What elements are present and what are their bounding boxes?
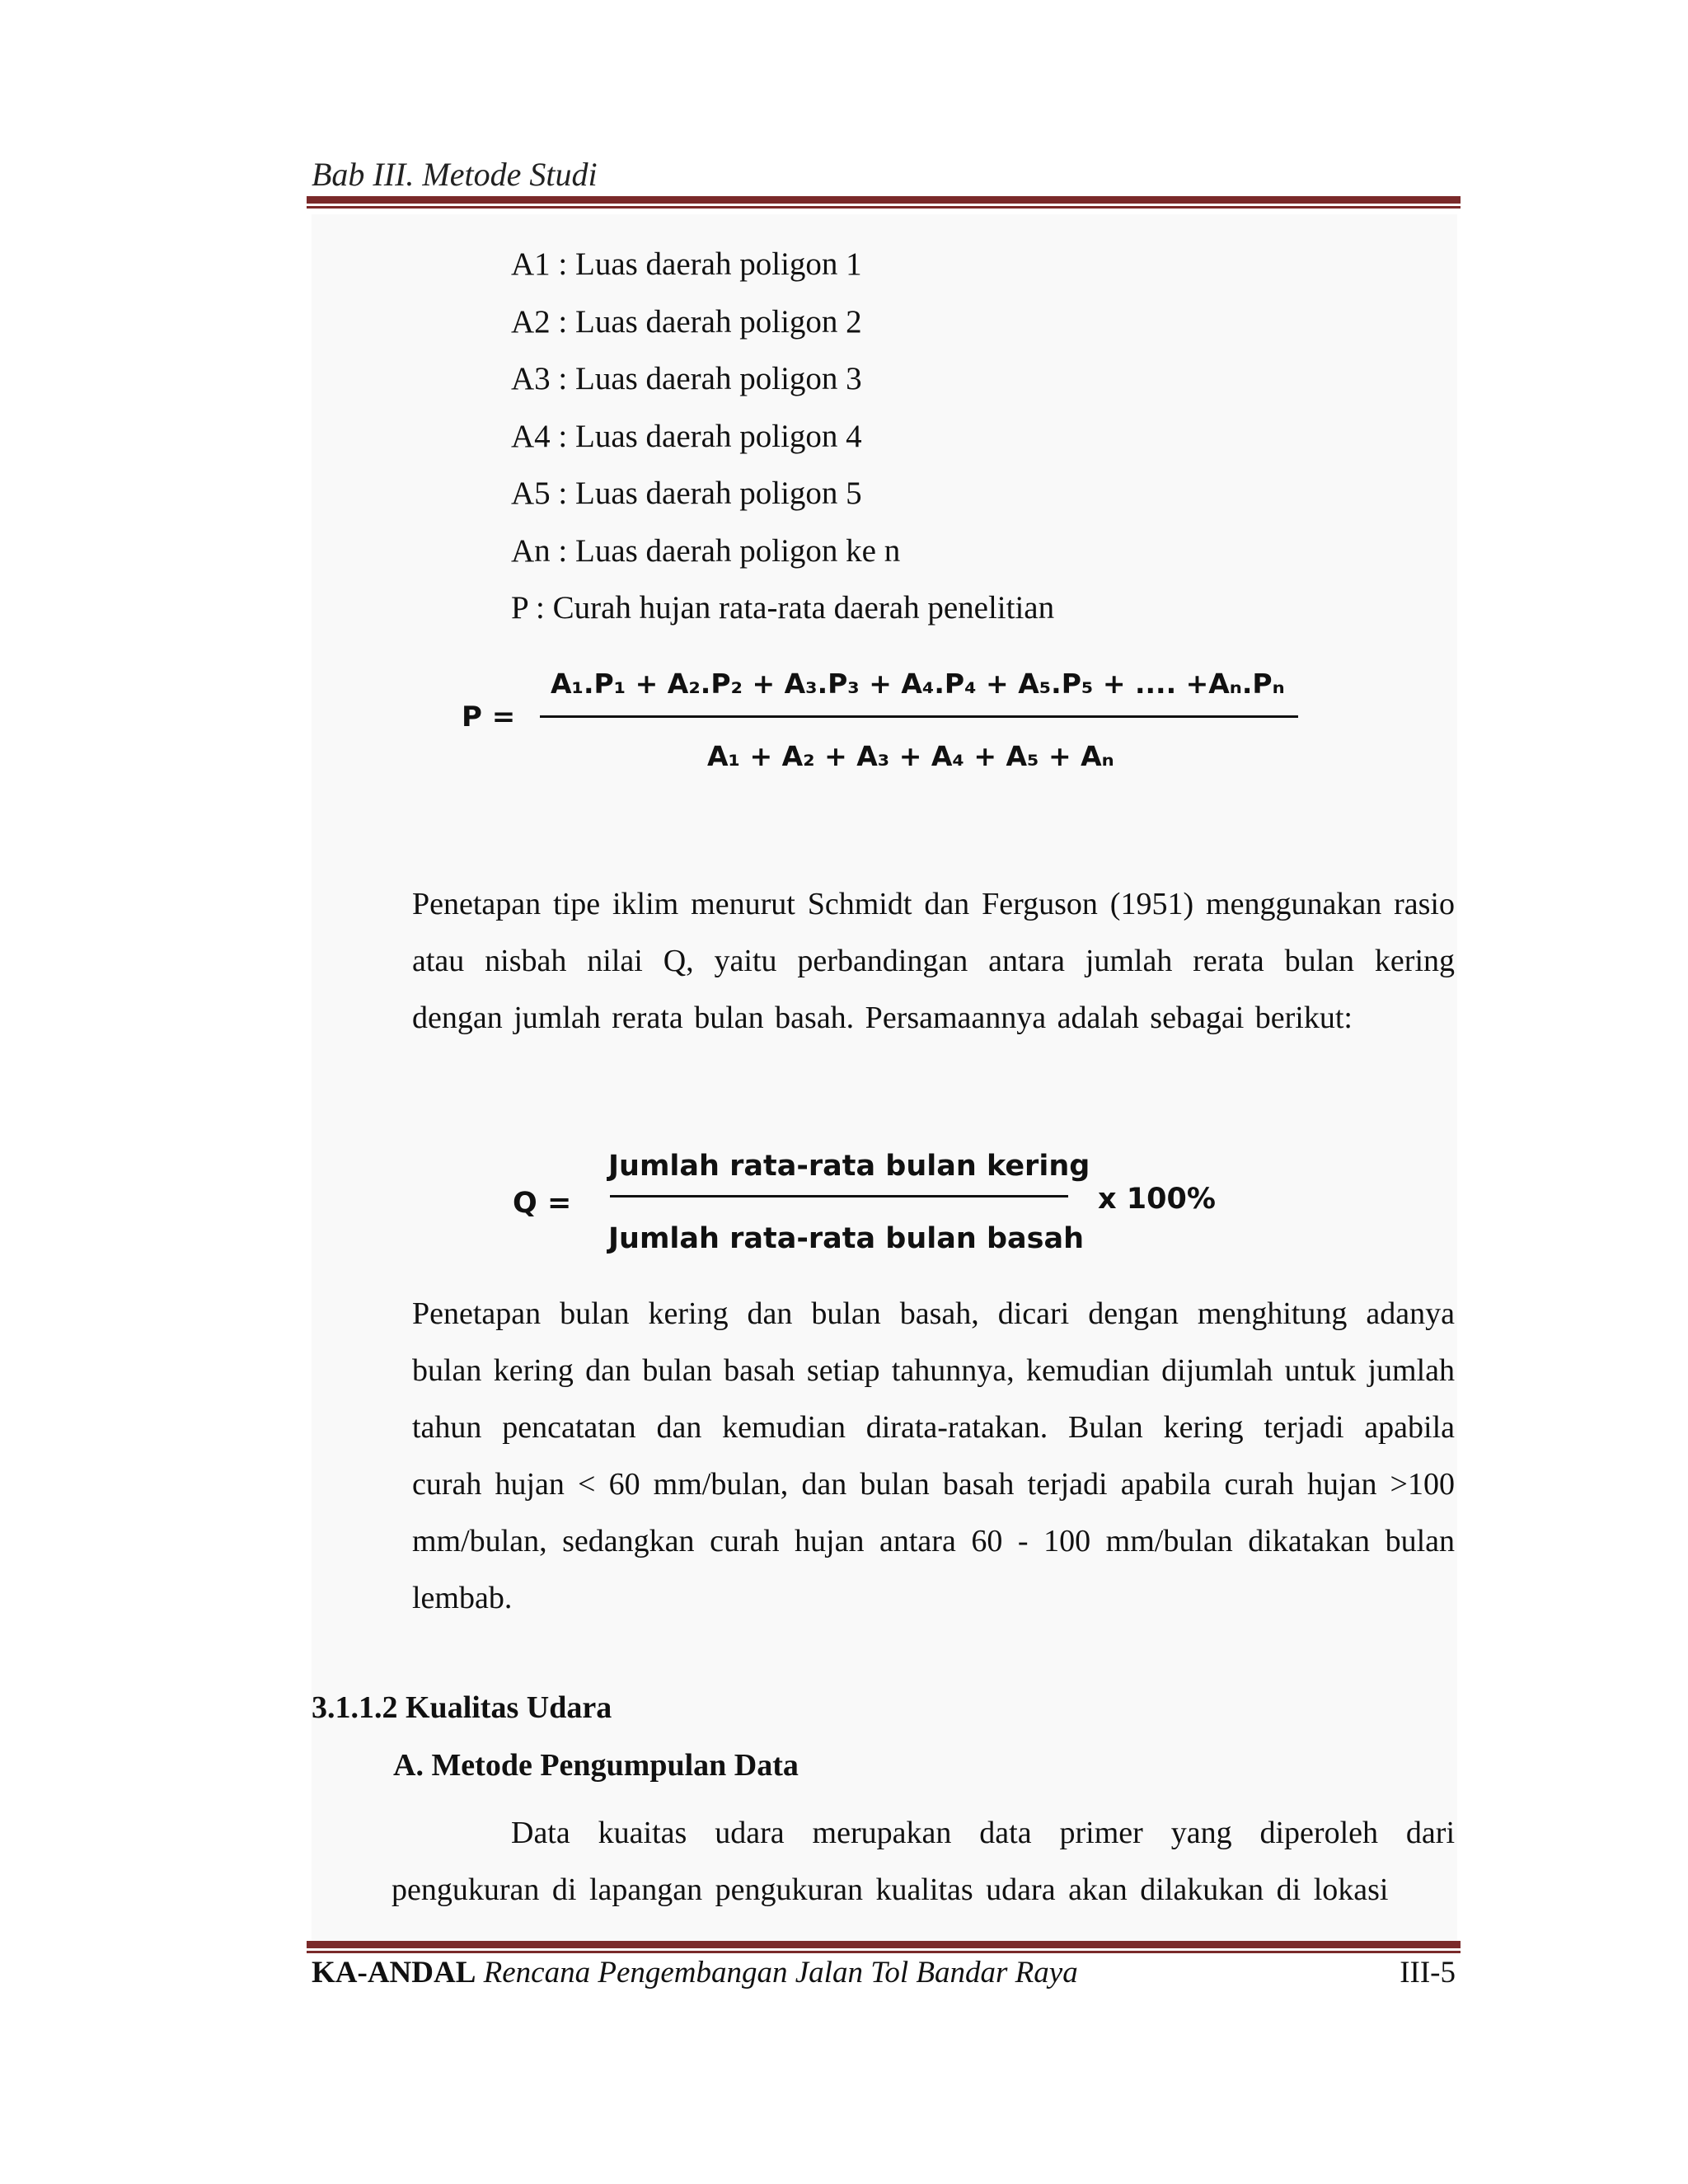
footer-title: Rencana Pengembangan Jalan Tol Bandar Raya: [483, 1956, 1078, 1990]
footer-document-title: [312, 1955, 1078, 1990]
formula-q-fraction-bar: [610, 1195, 1068, 1197]
footer-brand: KA-ANDAL: [312, 1956, 476, 1990]
paragraph-schmidt-ferguson: Penetapan tipe iklim menurut Schmidt dan Ferguson (1951) menggunakan rasio atau nisbah nilai Q, yaitu perbandingan antara jumlah rerata bulan kering dengan jumlah rerata bulan basah. Persamaannya adalah sebagai berikut:: [412, 887, 1455, 1035]
definition-item: A3 : Luas daerah poligon 3: [511, 361, 862, 396]
footer-rule: [307, 1941, 1461, 1953]
definition-item: An : Luas daerah poligon ke n: [511, 532, 901, 569]
formula-p-denominator: A₁ + A₂ + A₃ + A₄ + A₅ + Aₙ: [707, 740, 1114, 772]
formula-p-fraction-bar: [540, 715, 1298, 718]
page-number: III-5: [1400, 1956, 1456, 1990]
definition-item: A5 : Luas daerah poligon 5: [511, 476, 862, 511]
formula-q-denominator: Jumlah rata-rata bulan basah: [608, 1222, 1085, 1255]
header-rule: [307, 196, 1461, 209]
paragraph-kualitas-udara: Data kuaitas udara merupakan data primer yang diperoleh dari pengukuran di lapangan pengukuran kualitas udara akan dilakukan di lokasi: [392, 1816, 1455, 1907]
section-subheading: A. Metode Pengumpulan Data: [393, 1748, 799, 1783]
formula-q-numerator: Jumlah rata-rata bulan kering: [608, 1150, 1090, 1183]
page-footer: [312, 1955, 1456, 1990]
formula-q-lhs: Q =: [513, 1187, 572, 1220]
chapter-header: Bab III. Metode Studi: [312, 156, 598, 193]
formula-p-numerator: A₁.P₁ + A₂.P₂ + A₃.P₃ + A₄.P₄ + A₅.P₅ + .... +Aₙ.Pₙ: [551, 668, 1285, 700]
definition-item: A4 : Luas daerah poligon 4: [511, 418, 862, 454]
definition-item: P : Curah hujan rata-rata daerah penelitian: [511, 590, 1055, 626]
section-heading: 3.1.1.2 Kualitas Udara: [312, 1690, 612, 1725]
definition-item: A2 : Luas daerah poligon 2: [511, 303, 862, 340]
definition-item: A1 : Luas daerah poligon 1: [511, 246, 862, 282]
formula-q-multiplier: x 100%: [1098, 1183, 1216, 1216]
formula-p-lhs: P =: [462, 701, 516, 733]
paragraph-bulan-kering-basah: Penetapan bulan kering dan bulan basah, dicari dengan menghitung adanya bulan kering dan bulan basah setiap tahunnya, kemudian dijumlah untuk jumlah tahun pencatatan dan kemudian dirata-ratakan. Bulan kering terjadi apabila curah hujan < 60 mm/bulan, dan bulan basah terjadi apabila curah hujan >100 mm/bulan, sedangkan curah hujan antara 60 - 100 mm/bulan dikatakan bulan lembab.: [412, 1296, 1455, 1615]
definition-list: [511, 244, 1054, 645]
